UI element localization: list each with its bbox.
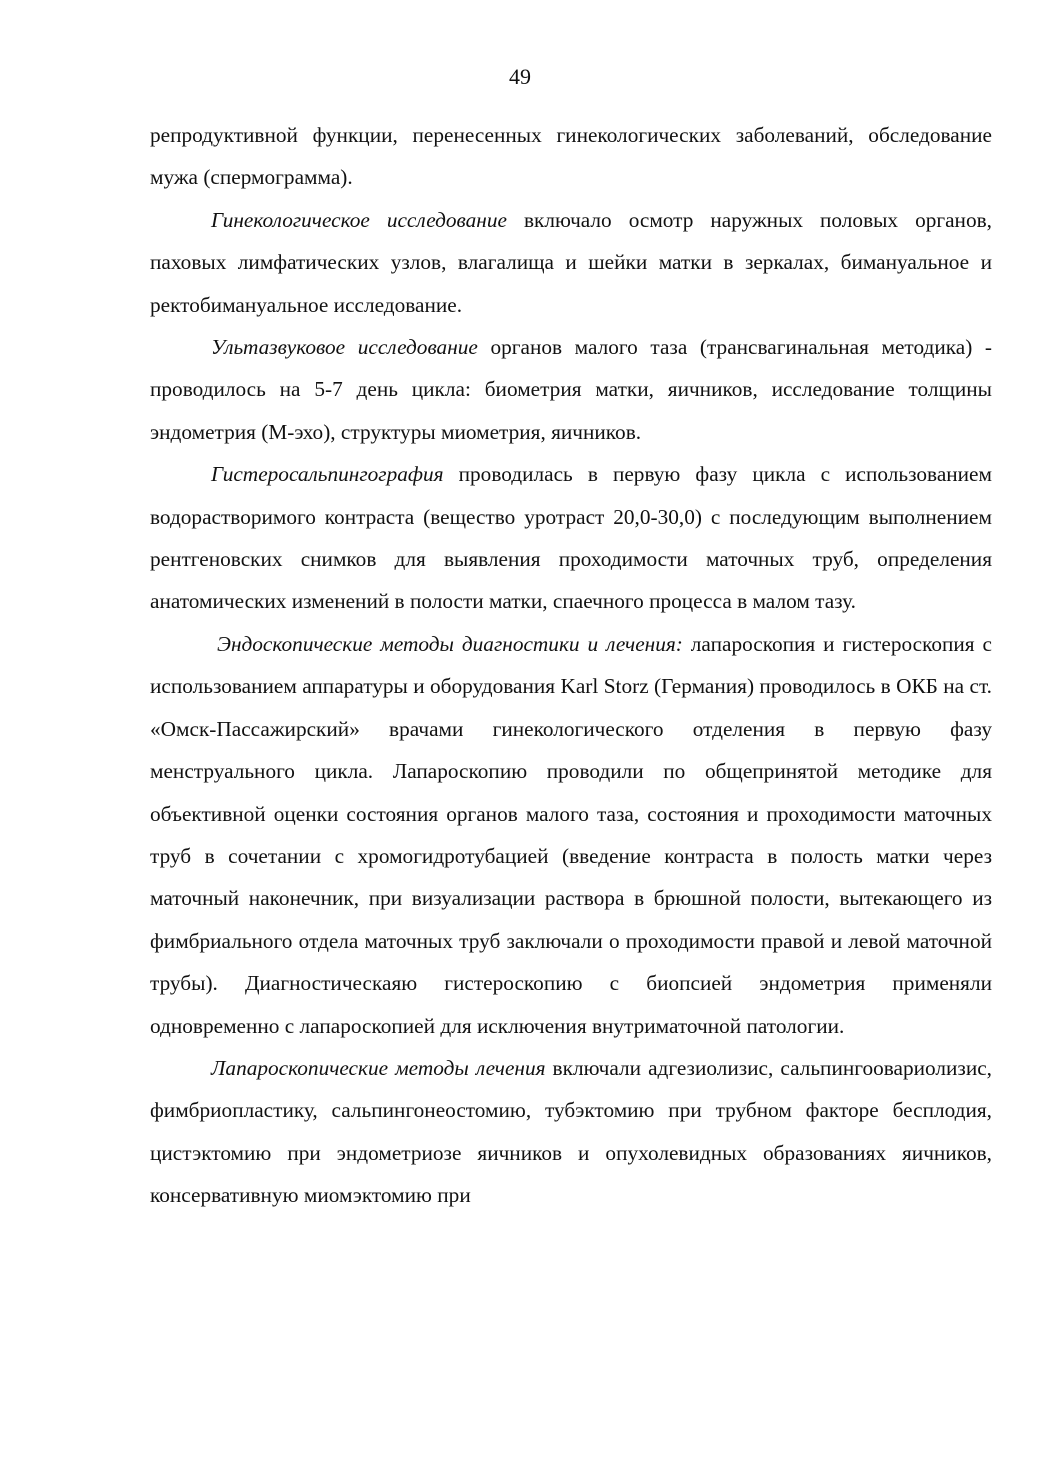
paragraph-continuation [150,114,992,199]
paragraph-text: репродуктивной функции, перенесенных гинекологических заболеваний, обследование мужа (спермограмма). [150,123,992,190]
paragraph-text: проводилась в первую фазу цикла с использованием водорастворимого контраста (вещество уротраст 20,0-30,0) с последующим выполнением рентгеновских снимков для выявления проходимости маточных труб, определения анатомических изменений в полости матки, спаечного процесса в малом тазу. [150,462,992,614]
paragraph-lead-term: Гистеросальпингография [211,462,444,487]
paragraph-text: включали адгезиолизис, сальпингоовариолизис, фимбриопластику, сальпингонеостомию, тубэктомию при трубном факторе бесплодия, цистэктомию при эндометриозе яичников и опухолевидных образованиях яичников, консервативную миомэктомию при [150,1055,992,1208]
paragraph-lead-term: Лапароскопические методы лечения [211,1055,546,1080]
paragraph-ultrasound [150,326,992,453]
paragraph-endoscopic-methods [150,623,992,1047]
paragraph-text: лапароскопия и гистероскопия с использованием аппаратуры и оборудования Karl Storz (Германия) проводилось в ОКБ на ст. «Омск-Пассажирский» врачами гинекологического отделения в первую фазу менструального цикла. Лапароскопию проводили по общепринятой методике для объективной оценки состояния органов малого таза, состояния и проходимости маточных труб в сочетании с хромогидротубацией (введение контраста в полость матки через маточный наконечник, при визуализации раствора в брюшной полости, вытекающего из фимбриального отдела маточных труб заключали о проходимости правой и левой маточной трубы). Диагностическаяю гистероскопию с биопсией эндометрия применяли одновременно с лапароскопией для исключения внутриматочной патологии. [150,631,992,1038]
paragraph-text: включало осмотр наружных половых органов, паховых лимфатических узлов, влагалища и шейки матки в зеркалах, бимануальное и ректобимануальное исследование. [150,207,992,317]
page-number: 49 [509,64,531,89]
paragraph-lead-term: Гинекологическое исследование [211,207,507,232]
paragraph-laparoscopic-treatment [150,1047,992,1217]
paragraph-gynecological-exam [150,199,992,326]
document-body [150,114,992,1217]
paragraph-lead-term: Эндоскопические методы диагностики и лечения: [217,631,683,656]
paragraph-text: органов малого таза (трансвагинальная методика) - проводилось на 5-7 день цикла: биометрия матки, яичников, исследование толщины эндометрия (М-эхо), структуры миометрия, яичников. [150,335,992,444]
paragraph-lead-term: Ультазвуковое исследование [211,335,478,360]
paragraph-hysterosalpingography [150,453,992,623]
